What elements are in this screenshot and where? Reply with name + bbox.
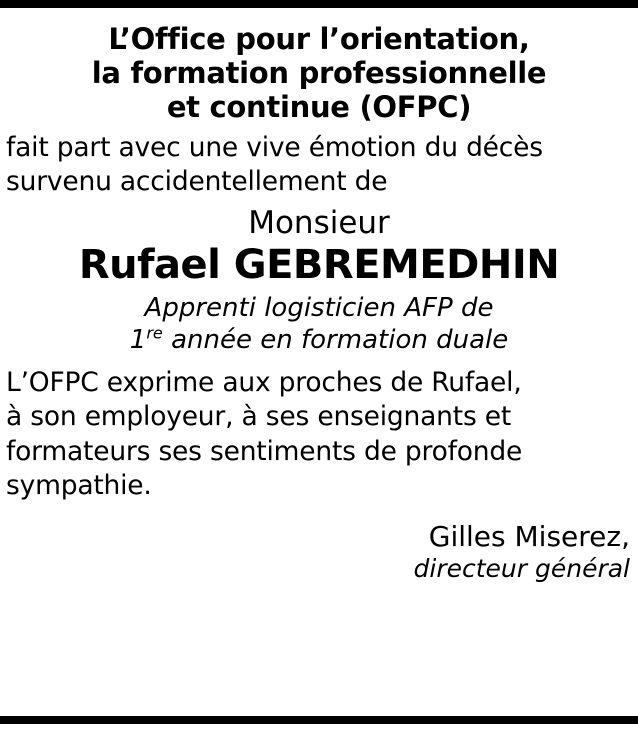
organization-title-line-1: L’Office pour l’orientation, [108,22,530,56]
signature-block [6,521,632,583]
signatory-name: Gilles Miserez, [428,520,630,554]
announcement-line-2: survenu accidentellement de [6,165,388,197]
organization-title [6,22,632,125]
signatory-title: directeur général [413,553,630,583]
condolence-message-line-3: formateurs ses sentiments de profonde [6,435,523,467]
honorific: Monsieur [248,205,390,242]
condolence-message-line-1: L’OFPC exprime aux proches de Rufael, [6,366,522,398]
ordinal-number: 1 [129,324,147,355]
organization-title-line-2: la formation professionnelle [91,56,547,91]
ordinal-suffix: re [146,322,163,342]
organization-title-line-3: et continue (OFPC) [166,90,472,125]
top-divider-rule [0,0,638,8]
notice-body [0,8,638,732]
announcement-text [6,131,632,199]
deceased-name: Rufael GEBREMEDHIN [78,241,560,288]
deceased-role-line-2-rest: année en formation duale [162,324,509,355]
announcement-line-1: fait part avec une vive émotion du décès [6,131,543,163]
deceased-role [6,293,632,355]
condolence-message-line-4: sympathie. [6,470,152,502]
deceased-role-line-1: Apprenti logisticien AFP de [144,293,494,324]
bottom-divider-rule [0,716,638,724]
deceased-role-line-2 [6,322,632,356]
condolence-message [6,366,632,504]
condolence-message-line-2: à son employeur, à ses enseignants et [6,401,512,433]
